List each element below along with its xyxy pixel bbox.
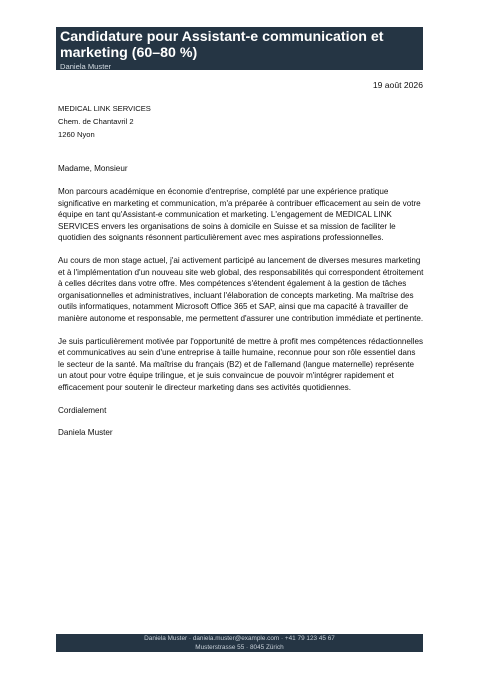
recipient-company: MEDICAL LINK SERVICES (58, 104, 151, 113)
letter-date: 19 août 2026 (372, 80, 423, 90)
letter-body (58, 163, 424, 439)
signature-name: Daniela Muster (58, 428, 113, 437)
footer-contact-line: Daniela Muster · daniela.muster@example.com · +41 79 123 45 67 (144, 635, 335, 642)
letter-title: Candidature pour Assistant-e communication et marketing (60–80 %) (60, 29, 384, 61)
paragraph-2: Au cours de mon stage actuel, j'ai activement participé au lancement de diverses mesures marketing et à l'implémentation d'un nouveau site web global, des responsabilités qui correspondent étroitement à celles décrites dans votre offre. Mes compétences s'étendent également à la gestion de tâches organisationnelles et administratives, incluant l'élaboration de concepts marketing. Ma maîtrise des outils informatiques, notamment Microsoft Office 365 et SAP, ainsi que ma capacité à travailler de manière autonome et responsable, me permettent d'assurer une contribution immédiate et pertinente. (58, 256, 424, 323)
paragraph-3: Je suis particulièrement motivée par l'opportunité de mettre à profit mes compétences rédactionnelles et communicatives au sein d'une entreprise à taille humaine, reconnue pour son rôle essentiel dans le secteur de la santé. Ma maîtrise du français (B2) et de l'allemand (langue maternelle) représente un atout pour votre équipe trilingue, et je suis convaincue de pouvoir m'intégrer rapidement et efficacement pour soutenir le directeur marketing dans ses activités quotidiennes. (58, 336, 424, 392)
paragraph-1: Mon parcours académique en économie d'entreprise, complété par une expérience pratique significative en marketing et communication, m'a préparée à contribuer efficacement au sein de votre équipe en tant qu'Assistant-e communication et marketing. L'engagement de MEDICAL LINK SERVICES envers les organisations de soins à domicile en Suisse et sa mission de faciliter le quotidien des soignants résonnent particulièrement avec mes aspirations professionnelles. (58, 187, 421, 242)
letter-header (56, 27, 423, 70)
letter-footer (56, 634, 423, 652)
recipient-city: 1260 Nyon (58, 130, 95, 139)
header-name: Daniela Muster (60, 62, 112, 71)
recipient-address (58, 102, 151, 141)
salutation: Madame, Monsieur (58, 164, 128, 173)
footer-address-line: Musterstrasse 55 · 8045 Zürich (195, 643, 284, 651)
closing: Cordialement (58, 405, 107, 415)
recipient-street: Chem. de Chantavril 2 (58, 117, 134, 126)
